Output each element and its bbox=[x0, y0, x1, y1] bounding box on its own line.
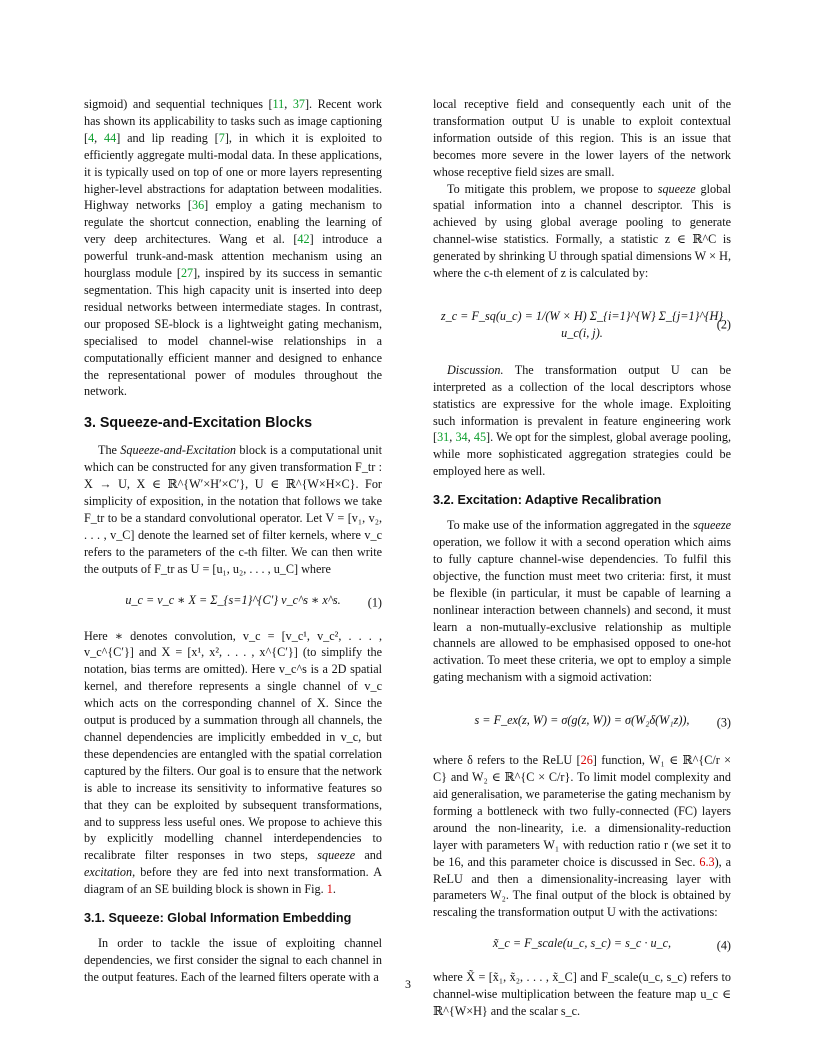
section-title: 3. Squeeze-and-Excitation Blocks bbox=[84, 415, 313, 432]
paragraph: To mitigate this problem, we propose to squeeze global spatial information into a channel descriptor. This is achieved by using global average pooling to generate channel-wise statistics. Formally, a statistic z ∈ ℝ^C is generated by shrinking U through spatial dimensions W × H, where the c-th element of z is calculated by: bbox=[433, 181, 732, 281]
equation-number: (1) bbox=[367, 595, 382, 610]
citation-link[interactable]: 42 bbox=[297, 232, 310, 247]
citation-link[interactable]: 27 bbox=[180, 266, 194, 281]
paragraph: sigmoid) and sequential techniques [11, 37]. Recent work has shown its applicability to tasks such as image captioning [4, 44] and lip reading [7], in which it is exploited to efficiently aggregate multi-modal data. In these applications, it is typically used on top of one or more layers representing higher-level abstractions for adaptation between modalities. Highway networks [36] employ a gating mechanism to regulate the shortcut connection, enabling the learning of very deep architectures. Wang et al. [42] introduce a powerful trunk-and-mask attention mechanism using an hourglass module [27], inspired by its success in semantic segmentation. This high capacity unit is inserted into deep residual networks between intermediate stages. In contrast, our proposed SE-block is a lightweight gating mechanism, specialised to model channel-wise relationships in a computationally efficient manner and designed to enhance the representational power of modules throughout the network. bbox=[84, 97, 382, 399]
equation-1 bbox=[84, 592, 382, 614]
emphasis: squeeze bbox=[657, 181, 696, 196]
equation-3 bbox=[433, 712, 731, 734]
paragraph: where X̃ = [x̃₁, x̃₂, . . . , x̃_C] and F_scale(u_c, s_c) refers to channel-wise multiplication between the feature map u_c ∈ ℝ^{W×H} and the scalar s_c. bbox=[433, 970, 731, 1019]
paragraph: Discussion. The transformation output U can be interpreted as a collection of the local descriptors whose statistics are expressive for the whole image. Exploiting such information is prevalent in feature engineering work [31, 34, 45]. We opt for the simplest, global average pooling, while more sophisticated aggregation strategies could be employed here as well. bbox=[433, 362, 732, 479]
citation-link[interactable]: 7 bbox=[218, 130, 225, 145]
equation-2 bbox=[433, 308, 731, 342]
citation-link[interactable]: 11 bbox=[272, 97, 285, 111]
emphasis: squeeze bbox=[693, 518, 731, 533]
subsection-title: 3.1. Squeeze: Global Information Embedding bbox=[84, 911, 352, 926]
citation-link[interactable]: 44 bbox=[104, 130, 117, 145]
emphasis: Discussion. bbox=[447, 362, 504, 377]
emphasis: squeeze bbox=[317, 848, 356, 863]
equation-body: s = F_ex(z, W) = σ(g(z, W)) = σ(W₂δ(W₁z)), bbox=[474, 713, 690, 728]
paragraph: where δ refers to the ReLU [26] function, W₁ ∈ ℝ^{C/r × C} and W₂ ∈ ℝ^{C × C/r}. To limit model complexity and aid generalisation, we parameterise the gating mechanism by forming a bottleneck with two fully-connected (FC) layers around the non-linearity, i.e. a dimensionality-reduction layer with parameters W₁ with reduction ratio r (we set it to be 16, and this parameter choice is discussed in Sec. 6.3), a ReLU and then a dimensionality-increasing layer with parameters W₂. The final output of the block is obtained by rescaling the transformation output U with the activations: bbox=[433, 753, 732, 920]
equation-body: z_c = F_sq(u_c) = 1/(W × H) Σ_{i=1}^{W} Σ_{j=1}^{H} u_c(i, j). bbox=[440, 308, 724, 340]
paragraph: Here ∗ denotes convolution, v_c = [v_c¹, v_c², . . . , v_c^{C′}] and X = [x¹, x², . . . , x^{C′}] (to simplify the notation, bias terms are omitted). Here v_c^s is a 2D spatial kernel, and therefore represents a single channel of v_c which acts on the corresponding channel of X. Since the output is produced by a summation through all channels, the channel dependencies are implicitly embedded in v_c, but these dependencies are entangled with the spatial correlation captured by the filters. Our goal is to ensure that the network is able to increase its sensitivity to informative features so that they can be exploited by subsequent transformations, and to suppress less useful ones. We propose to achieve this by explicitly modelling channel interdependencies to recalibrate filter responses in two steps, squeeze and excitation, before they are fed into next transformation. A diagram of an SE building block is shown in Fig. 1. bbox=[84, 628, 382, 897]
citation-link[interactable]: 45 bbox=[473, 430, 487, 445]
emphasis: Squeeze-and-Excitation bbox=[120, 443, 237, 458]
subsection-title: 3.2. Excitation: Adaptive Recalibration bbox=[433, 493, 662, 508]
cross-reference-link[interactable]: 6.3 bbox=[699, 854, 715, 869]
citation-link[interactable]: 4 bbox=[88, 130, 95, 145]
paragraph: In order to tackle the issue of exploiting channel dependencies, we first consider the signal to each channel in the output features. Each of the learned filters operate with a bbox=[84, 936, 382, 984]
equation-body: u_c = v_c ∗ X = Σ_{s=1}^{C′} v_c^s ∗ x^s. bbox=[125, 592, 341, 607]
equation-number: (2) bbox=[716, 317, 731, 332]
citation-link[interactable]: 36 bbox=[191, 198, 205, 213]
left-column bbox=[84, 96, 382, 986]
equation-number: (3) bbox=[716, 715, 731, 730]
right-column bbox=[433, 96, 731, 1020]
citation-link[interactable]: 34 bbox=[455, 430, 468, 445]
paragraph: local receptive field and consequently each unit of the transformation output U is unable to exploit contextual information outside of this region. This is an issue that becomes more severe in the lower layers of the network whose receptive field sizes are small. bbox=[433, 97, 731, 179]
equation-number: (4) bbox=[716, 938, 731, 953]
emphasis: excitation bbox=[84, 865, 133, 880]
cross-reference-link[interactable]: 26 bbox=[580, 753, 593, 768]
citation-link[interactable]: 31 bbox=[437, 430, 450, 445]
paragraph: The Squeeze-and-Excitation block is a computational unit which can be constructed for any given transformation F_tr : X → U, X ∈ ℝ^{W′×H′×C′}, U ∈ ℝ^{W×H×C}. For simplicity of exposition, in the notation that follows we take F_tr to be a standard convolutional operator. Let V = [v₁, v₂, . . . , v_C] denote the learned set of filter kernels, where v_c refers to the parameters of the c-th filter. We can then write the outputs of F_tr as U = [u₁, u₂, . . . , u_C] where bbox=[84, 443, 382, 576]
citation-link[interactable]: 37 bbox=[292, 97, 305, 111]
equation-4 bbox=[433, 935, 731, 957]
cross-reference-link[interactable]: 1 bbox=[326, 882, 333, 897]
paragraph: To make use of the information aggregated in the squeeze operation, we follow it with a second operation which aims to fully capture channel-wise dependencies. To fulfil this objective, the function must meet two criteria: first, it must be flexible (in particular, it must be capable of learning a nonlinear interaction between channels) and second, it must learn a non-mutually-exclusive relationship as multiple channels are allowed to be emphasised opposed to one-hot activation. To meet these criteria, we opt to employ a simple gating mechanism with a sigmoid activation: bbox=[433, 518, 731, 685]
page-number: 3 bbox=[405, 977, 411, 991]
equation-body: x̃_c = F_scale(u_c, s_c) = s_c · u_c, bbox=[492, 936, 672, 951]
